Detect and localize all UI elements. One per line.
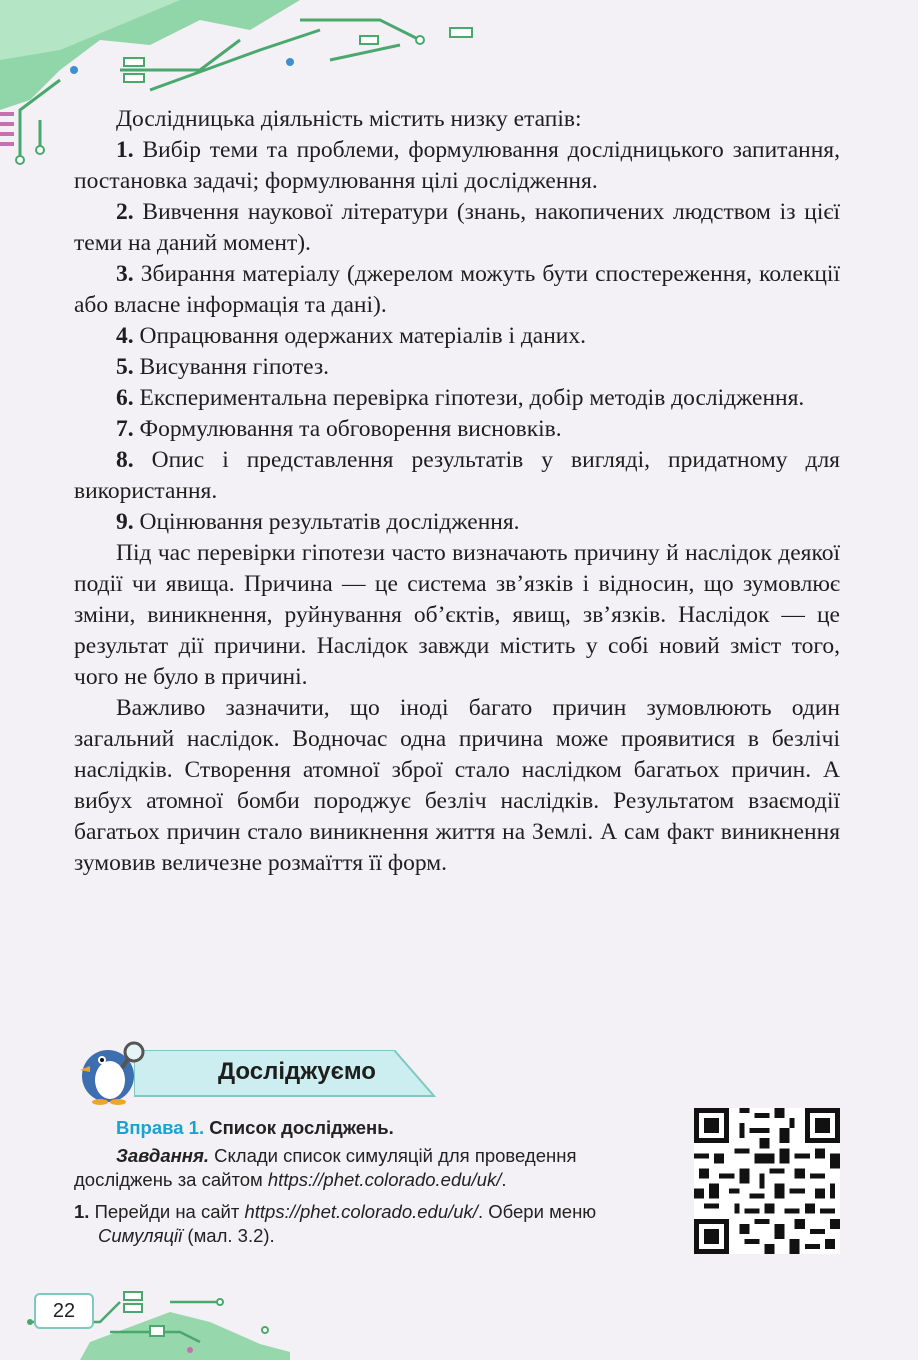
stage-number: 6. [116, 385, 134, 411]
stage-item [74, 135, 840, 197]
stage-text: Вибір теми та проблеми, формулювання дослідницького запитання, постановка задачі; формулювання цілі дослідження. [74, 137, 840, 194]
step-text: . Обери меню [477, 1201, 597, 1222]
stage-number: 2. [116, 199, 134, 225]
stage-item [74, 445, 840, 507]
stage-text: Експериментальна перевірка гіпотези, добір методів дослідження. [133, 385, 805, 411]
qr-code[interactable] [694, 1108, 840, 1254]
paragraph-important: Важливо зазначити, що іноді багато причин зумовлюють один загальний наслідок. Водночас одна причина може проявитися в безлічі наслідків. Створення атомної зброї стало наслідком багатьох причин. А вибух атомної бомби породжує безліч наслідків. Результатом взаємодії багатьох причин стало виникнення життя на Землі. А сам факт виникнення зумовив величезне розмаїття її форм. [74, 695, 840, 876]
stage-number: 3. [116, 261, 134, 287]
stage-text: Опрацювання одержаних матеріалів і даних. [133, 323, 587, 349]
stage-number: 7. [116, 416, 134, 442]
stage-item [74, 507, 840, 538]
step-number: 1. [74, 1201, 90, 1222]
task-end: . [501, 1169, 507, 1190]
step-text: Перейди на сайт [89, 1201, 245, 1222]
exercise-task [74, 1144, 674, 1192]
step-menu: Симуляції [98, 1225, 183, 1246]
task-text: Склади список симуляцій для проведення досліджень за сайтом [74, 1145, 577, 1190]
paragraph-cause: Під час перевірки гіпотези часто визначають причину й наслідок деякої події чи явища. Причина — це система зв’язків і відносин, що зумовлює зміни, виникнення, руйнування об’єктів, явищ, зв’язків. Наслідок — це результат дії причини. Наслідок завжди містить у собі новий зміст того, чого не було в причині. [74, 540, 840, 690]
stage-item [74, 321, 840, 352]
stages-intro: Дослідницька діяльність містить низку етапів: [116, 106, 582, 132]
stage-text: Опис і представлення результатів у вигляді, придатному для використання. [74, 447, 840, 504]
stage-number: 5. [116, 354, 134, 380]
stage-item [74, 352, 840, 383]
stage-item [74, 259, 840, 321]
stage-text: Висування гіпотез. [133, 354, 330, 380]
main-text [74, 104, 840, 879]
stage-number: 8. [116, 447, 134, 473]
exercise-number: Вправа 1. [116, 1117, 205, 1138]
exercise-step [74, 1200, 674, 1248]
section-title: Досліджуємо [218, 1058, 376, 1085]
section-heading [72, 1030, 382, 1105]
page-number: 22 [34, 1293, 94, 1329]
stage-item [74, 414, 840, 445]
stage-item [74, 383, 840, 414]
stage-item [74, 197, 840, 259]
stage-text: Збирання матеріалу (джерелом можуть бути спостереження, колекції або власне інформація та дані). [74, 261, 840, 318]
stage-number: 4. [116, 323, 134, 349]
penguin-magnifier-icon [72, 1030, 152, 1105]
task-url[interactable]: https://phet.colorado.edu/uk/ [267, 1169, 502, 1190]
stage-text: Вивчення наукової літератури (знань, накопичених людством із цієї теми на даний момент). [74, 199, 840, 256]
task-label: Завдання. [116, 1145, 209, 1166]
exercise-name: Список досліджень. [209, 1117, 394, 1138]
step-text: (мал. 3.2). [182, 1225, 275, 1246]
stage-number: 1. [116, 137, 134, 163]
step-url[interactable]: https://phet.colorado.edu/uk/ [244, 1201, 478, 1222]
stage-number: 9. [116, 509, 134, 535]
stage-text: Формулювання та обговорення висновків. [133, 416, 562, 442]
exercise-title [116, 1116, 674, 1140]
exercise-block [74, 1116, 674, 1248]
stage-text: Оцінювання результатів дослідження. [133, 509, 520, 535]
